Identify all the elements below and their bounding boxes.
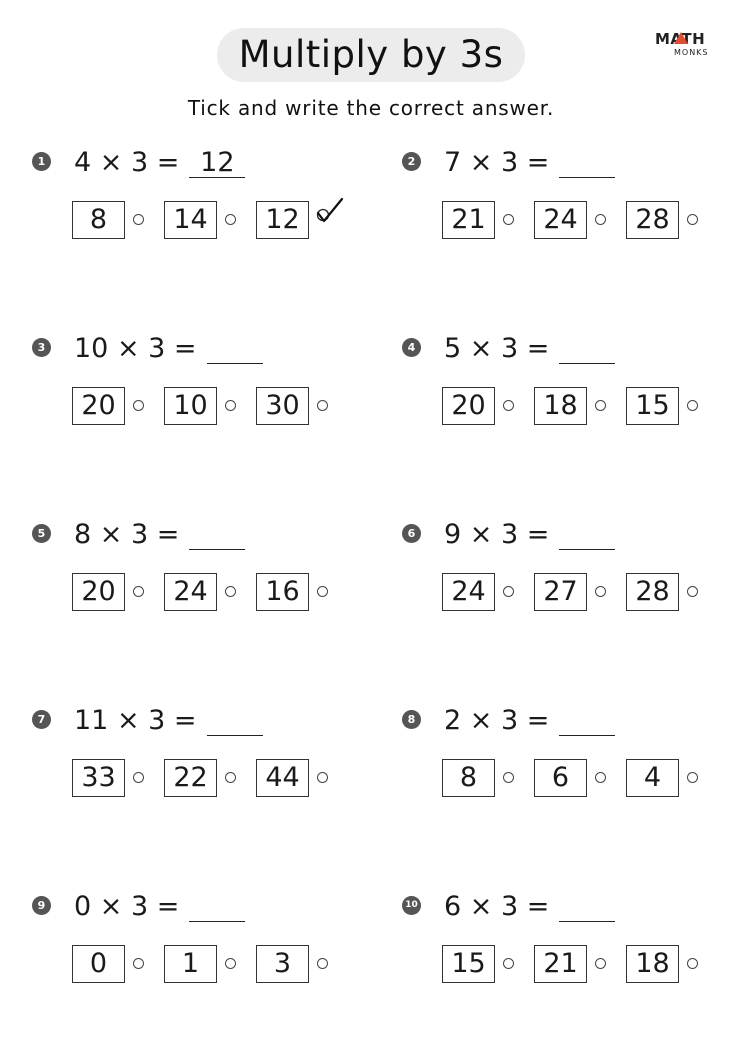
option-box: 30	[256, 387, 309, 425]
option-box: 15	[626, 387, 679, 425]
option-box: 28	[626, 573, 679, 611]
equation	[74, 705, 263, 737]
equation	[444, 519, 615, 551]
equation-text: 4 × 3 =	[74, 147, 180, 178]
option-radio[interactable]	[317, 958, 328, 969]
answer-blank[interactable]	[207, 705, 263, 736]
equation-text: 11 × 3 =	[74, 705, 197, 736]
equation	[74, 891, 245, 923]
option-radio[interactable]	[133, 400, 144, 411]
problem-7	[32, 705, 352, 835]
answer-blank[interactable]	[559, 333, 615, 364]
problem-2	[402, 147, 722, 277]
equation	[74, 333, 263, 365]
option-radio[interactable]	[687, 586, 698, 597]
problem-1	[32, 147, 352, 277]
problem-number-badge: 10	[402, 896, 421, 915]
option-radio[interactable]	[225, 400, 236, 411]
option-box: 8	[442, 759, 495, 797]
option-box: 20	[72, 573, 125, 611]
option-radio[interactable]	[595, 772, 606, 783]
answer-blank[interactable]	[559, 891, 615, 922]
option-box: 16	[256, 573, 309, 611]
option-box: 33	[72, 759, 125, 797]
option-radio[interactable]	[503, 400, 514, 411]
problem-9	[32, 891, 352, 1021]
option-radio[interactable]	[133, 586, 144, 597]
equation	[74, 519, 245, 551]
problem-4	[402, 333, 722, 463]
option-box: 24	[442, 573, 495, 611]
option-box: 27	[534, 573, 587, 611]
equation	[444, 705, 615, 737]
option-radio[interactable]	[503, 958, 514, 969]
problem-number-badge: 1	[32, 152, 51, 171]
option-box: 22	[164, 759, 217, 797]
option-radio[interactable]	[133, 214, 144, 225]
option-radio[interactable]	[133, 772, 144, 783]
equation	[74, 147, 245, 179]
equation-text: 10 × 3 =	[74, 333, 197, 364]
problem-number-badge: 9	[32, 896, 51, 915]
equation-text: 0 × 3 =	[74, 891, 180, 922]
option-radio[interactable]	[595, 586, 606, 597]
option-radio[interactable]	[225, 958, 236, 969]
equation-text: 5 × 3 =	[444, 333, 550, 364]
option-box: 20	[72, 387, 125, 425]
equation	[444, 891, 615, 923]
answer-blank[interactable]	[207, 333, 263, 364]
option-radio[interactable]	[595, 400, 606, 411]
option-radio[interactable]	[317, 586, 328, 597]
option-radio[interactable]	[503, 214, 514, 225]
problem-number-badge: 7	[32, 710, 51, 729]
equation	[444, 147, 615, 179]
problem-number-badge: 3	[32, 338, 51, 357]
option-box: 24	[534, 201, 587, 239]
option-radio[interactable]	[503, 586, 514, 597]
answer-blank[interactable]	[559, 705, 615, 736]
logo-subtext: MONKS	[674, 48, 709, 57]
option-box: 0	[72, 945, 125, 983]
option-box: 24	[164, 573, 217, 611]
option-radio[interactable]	[317, 772, 328, 783]
option-radio[interactable]	[687, 400, 698, 411]
equation-text: 8 × 3 =	[74, 519, 180, 550]
equation-text: 9 × 3 =	[444, 519, 550, 550]
option-radio[interactable]	[687, 214, 698, 225]
answer-blank[interactable]	[189, 891, 245, 922]
checkmark-icon	[314, 196, 346, 228]
option-radio[interactable]	[503, 772, 514, 783]
answer-blank[interactable]	[559, 519, 615, 550]
logo-triangle-icon	[674, 32, 688, 44]
problem-number-badge: 8	[402, 710, 421, 729]
option-radio[interactable]	[225, 214, 236, 225]
problem-number-badge: 4	[402, 338, 421, 357]
option-box: 6	[534, 759, 587, 797]
equation-text: 6 × 3 =	[444, 891, 550, 922]
problem-6	[402, 519, 722, 649]
option-radio[interactable]	[687, 958, 698, 969]
option-radio[interactable]	[687, 772, 698, 783]
equation	[444, 333, 615, 365]
option-box: 28	[626, 201, 679, 239]
problem-number-badge: 5	[32, 524, 51, 543]
option-radio[interactable]	[317, 400, 328, 411]
logo-wordmark: MATH	[655, 30, 706, 48]
option-radio[interactable]	[595, 958, 606, 969]
problem-3	[32, 333, 352, 463]
answer-blank[interactable]	[559, 147, 615, 178]
option-radio[interactable]	[225, 586, 236, 597]
option-box: 21	[442, 201, 495, 239]
option-radio[interactable]	[133, 958, 144, 969]
option-box: 18	[626, 945, 679, 983]
option-radio[interactable]	[595, 214, 606, 225]
option-box: 44	[256, 759, 309, 797]
instructions: Tick and write the correct answer.	[187, 96, 555, 120]
answer-blank[interactable]	[189, 519, 245, 550]
answer-blank[interactable]: 12	[189, 147, 245, 178]
option-box: 15	[442, 945, 495, 983]
option-box: 12	[256, 201, 309, 239]
option-box: 10	[164, 387, 217, 425]
problem-number-badge: 2	[402, 152, 421, 171]
problem-5	[32, 519, 352, 649]
option-box: 8	[72, 201, 125, 239]
option-box: 20	[442, 387, 495, 425]
brand-logo	[652, 30, 718, 60]
problem-10	[402, 891, 722, 1021]
option-box: 14	[164, 201, 217, 239]
option-radio[interactable]	[225, 772, 236, 783]
option-box: 4	[626, 759, 679, 797]
problem-number-badge: 6	[402, 524, 421, 543]
option-box: 1	[164, 945, 217, 983]
equation-text: 7 × 3 =	[444, 147, 550, 178]
equation-text: 2 × 3 =	[444, 705, 550, 736]
problem-8	[402, 705, 722, 835]
option-box: 21	[534, 945, 587, 983]
page-title: Multiply by 3s	[217, 28, 525, 82]
option-box: 3	[256, 945, 309, 983]
option-box: 18	[534, 387, 587, 425]
